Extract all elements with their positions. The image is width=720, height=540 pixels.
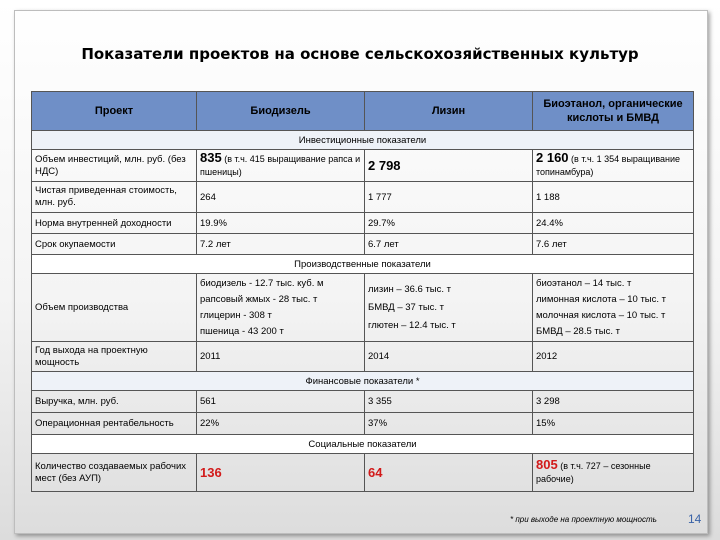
cell-bioethanol	[533, 454, 694, 492]
header-biodiesel: Биодизель	[197, 92, 365, 131]
table-row	[32, 213, 694, 234]
list-item: рапсовый жмых - 28 тыс. т	[200, 293, 318, 305]
cell-bioethanol: 2012	[533, 342, 694, 372]
cell-bioethanol	[533, 150, 694, 182]
cell-biodiesel: 19.9%	[197, 213, 365, 234]
section-social	[32, 435, 694, 454]
cell-lysine: 37%	[365, 413, 533, 435]
value-main: 835	[200, 150, 222, 165]
cell-lysine: 2014	[365, 342, 533, 372]
row-label: Операционная рентабельность	[32, 413, 197, 435]
cell-lysine	[365, 454, 533, 492]
list-item: молочная кислота – 10 тыс. т	[536, 309, 666, 321]
value-main: 136	[200, 465, 222, 480]
value-note: (в т.ч. 727 – сезонные рабочие)	[536, 461, 651, 484]
list-item: БМВД – 28.5 тыс. т	[536, 325, 620, 337]
cell-lysine: 3 355	[365, 391, 533, 413]
header-lysine: Лизин	[365, 92, 533, 131]
cell-biodiesel: 22%	[197, 413, 365, 435]
row-label: Выручка, млн. руб.	[32, 391, 197, 413]
value-main: 2 160	[536, 150, 569, 165]
cell-lysine: 6.7 лет	[365, 234, 533, 255]
slide-title: Показатели проектов на основе сельскохозяйственных культур	[81, 45, 639, 63]
cell-biodiesel	[197, 150, 365, 182]
projects-table	[31, 91, 694, 492]
table-row	[32, 413, 694, 435]
cell-lysine	[365, 150, 533, 182]
table-row	[32, 234, 694, 255]
list-item: лизин – 36.6 тыс. т	[368, 283, 452, 295]
table-row	[32, 274, 694, 342]
value-main: 805	[536, 457, 558, 472]
page-number: 14	[688, 512, 702, 526]
section-label: Финансовые показатели *	[32, 372, 694, 391]
row-label: Срок окупаемости	[32, 234, 197, 255]
table-header	[32, 92, 694, 131]
section-investment	[32, 131, 694, 150]
cell-bioethanol: 15%	[533, 413, 694, 435]
table-row	[32, 182, 694, 213]
section-label: Инвестиционные показатели	[32, 131, 694, 150]
list-item: глицерин - 308 т	[200, 309, 272, 321]
list-item: глютен – 12.4 тыс. т	[368, 319, 456, 331]
row-label: Объем инвестиций, млн. руб. (без НДС)	[32, 150, 197, 182]
table-row	[32, 454, 694, 492]
cell-lysine	[365, 274, 533, 342]
list-item: биоэтанол – 14 тыс. т	[536, 277, 632, 289]
value-note: (в т.ч. 415 выращивание рапса и пшеницы)	[200, 154, 361, 177]
row-label: Количество создаваемых рабочих мест (без АУП)	[32, 454, 197, 492]
cell-biodiesel: 264	[197, 182, 365, 213]
row-label: Год выхода на проектную мощность	[32, 342, 197, 372]
row-label: Объем производства	[32, 274, 197, 342]
cell-lysine: 1 777	[365, 182, 533, 213]
value-note: (в т.ч. 1 354 выращивание топинамбура)	[536, 154, 681, 177]
cell-bioethanol: 3 298	[533, 391, 694, 413]
cell-biodiesel: 561	[197, 391, 365, 413]
cell-biodiesel: 7.2 лет	[197, 234, 365, 255]
value-main: 64	[368, 465, 383, 480]
list-item: БМВД – 37 тыс. т	[368, 301, 445, 313]
section-production	[32, 255, 694, 274]
header-bioethanol: Биоэтанол, органические кислоты и БМВД	[533, 92, 694, 131]
table-row	[32, 391, 694, 413]
list-item: биодизель - 12.7 тыс. куб. м	[200, 277, 324, 289]
cell-bioethanol: 7.6 лет	[533, 234, 694, 255]
section-financial	[32, 372, 694, 391]
footnote: * при выходе на проектную мощность	[510, 515, 657, 524]
row-label: Норма внутренней доходности	[32, 213, 197, 234]
header-project: Проект	[32, 92, 197, 131]
cell-biodiesel	[197, 274, 365, 342]
table-row	[32, 342, 694, 372]
list-item: лимонная кислота – 10 тыс. т	[536, 293, 667, 305]
list-item: пшеница - 43 200 т	[200, 325, 284, 337]
cell-bioethanol	[533, 274, 694, 342]
cell-bioethanol: 24.4%	[533, 213, 694, 234]
cell-biodiesel: 2011	[197, 342, 365, 372]
row-label: Чистая приведенная стоимость, млн. руб.	[32, 182, 197, 213]
table-row	[32, 150, 694, 182]
cell-biodiesel	[197, 454, 365, 492]
value-main: 2 798	[368, 158, 401, 173]
section-label: Социальные показатели	[32, 435, 694, 454]
cell-bioethanol: 1 188	[533, 182, 694, 213]
cell-lysine: 29.7%	[365, 213, 533, 234]
section-label: Производственные показатели	[32, 255, 694, 274]
